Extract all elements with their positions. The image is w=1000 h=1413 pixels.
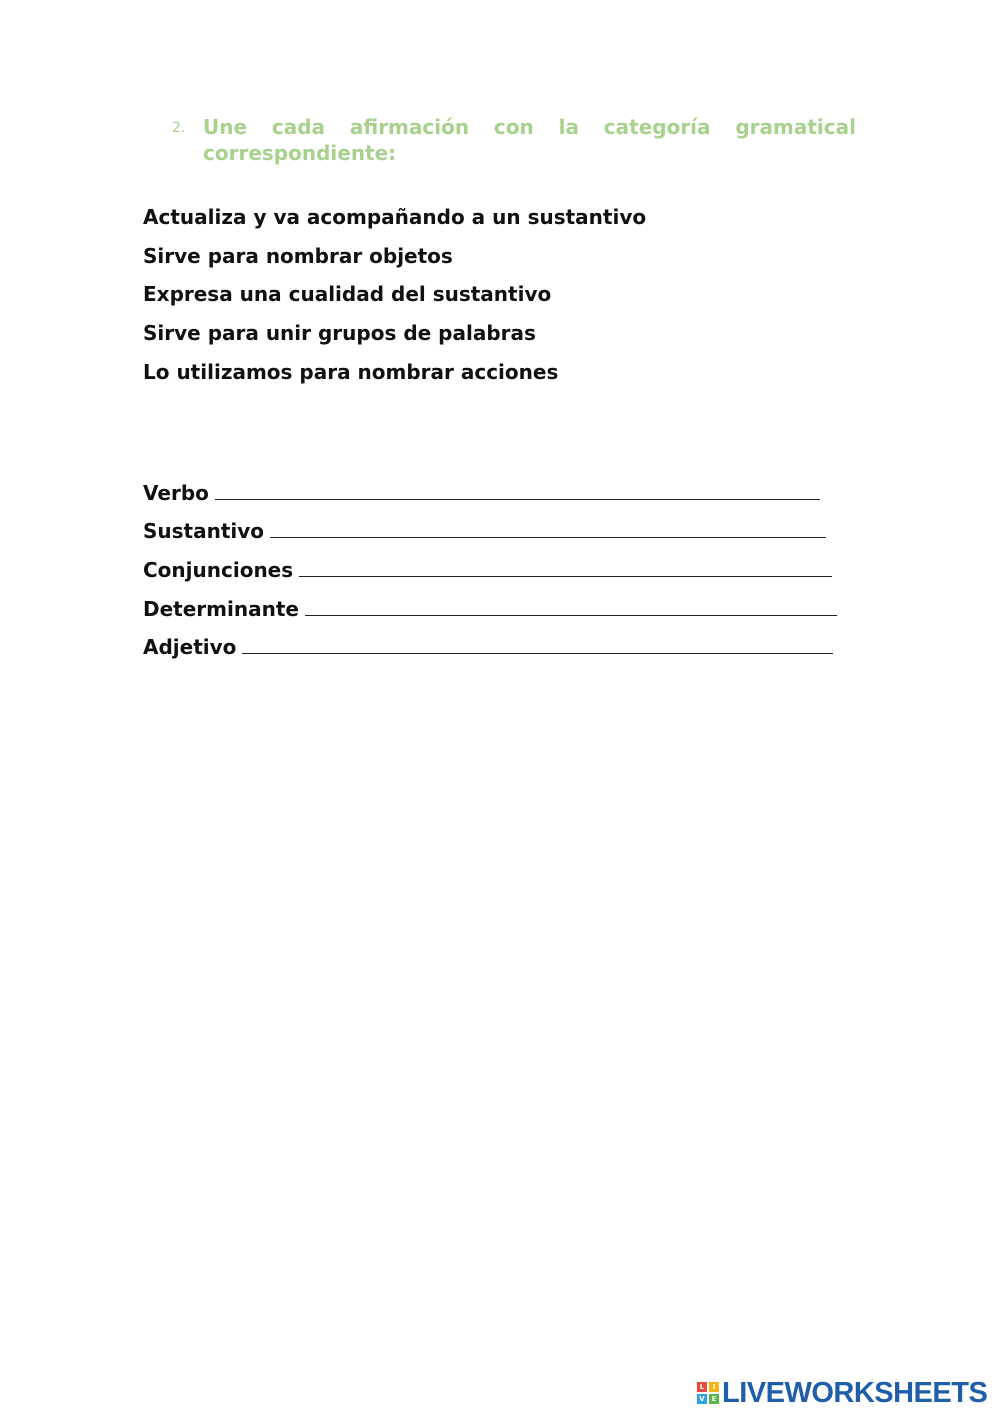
answer-row (143, 586, 837, 625)
answer-label-determinante: Determinante (143, 596, 299, 621)
instruction-word: Une (203, 115, 248, 139)
answer-blank-sustantivo[interactable] (270, 537, 826, 538)
logo-mark-icon (697, 1382, 719, 1404)
instruction-word: categoría (603, 115, 711, 139)
answer-blank-determinante[interactable] (305, 615, 837, 616)
answer-row (143, 625, 837, 664)
statement-item: Expresa una cualidad del sustantivo (143, 282, 552, 307)
answer-list (143, 470, 837, 663)
instruction-word: cada (271, 115, 326, 139)
answer-blank-adjetivo[interactable] (242, 653, 833, 654)
answer-blank-verbo[interactable] (215, 499, 820, 500)
logo-mark-square: V (697, 1394, 707, 1404)
statement-item: Sirve para unir grupos de palabras (143, 321, 536, 346)
instruction-word: afirmación (349, 115, 470, 139)
answer-label-verbo: Verbo (143, 480, 209, 505)
liveworksheets-logo (697, 1377, 987, 1409)
answer-blank-conjunciones[interactable] (299, 576, 832, 577)
answer-row (143, 509, 837, 548)
logo-mark-square: L (697, 1382, 707, 1392)
logo-mark-square: E (709, 1394, 719, 1404)
statement-item: Lo utilizamos para nombrar acciones (143, 359, 559, 384)
logo-mark-square: I (709, 1382, 719, 1392)
answer-label-conjunciones: Conjunciones (143, 558, 294, 583)
logo-text: LIVEWORKSHEETS (722, 1376, 988, 1409)
instruction-line-2: correspondiente: (203, 141, 397, 165)
statement-item: Sirve para nombrar objetos (143, 243, 453, 268)
instruction-heading (172, 114, 856, 166)
statement-list (143, 200, 646, 393)
instruction-number: 2. (172, 120, 186, 136)
instruction-word: con (493, 115, 534, 139)
instruction-word: gramatical (735, 115, 856, 139)
instruction-line-1 (203, 114, 856, 140)
instruction-word: la (558, 115, 579, 139)
answer-row (143, 547, 837, 586)
answer-label-sustantivo: Sustantivo (143, 519, 265, 544)
answer-label-adjetivo: Adjetivo (143, 635, 237, 660)
instruction-text (203, 114, 856, 166)
answer-row (143, 470, 837, 509)
statement-item: Actualiza y va acompañando a un sustantivo (143, 205, 647, 229)
